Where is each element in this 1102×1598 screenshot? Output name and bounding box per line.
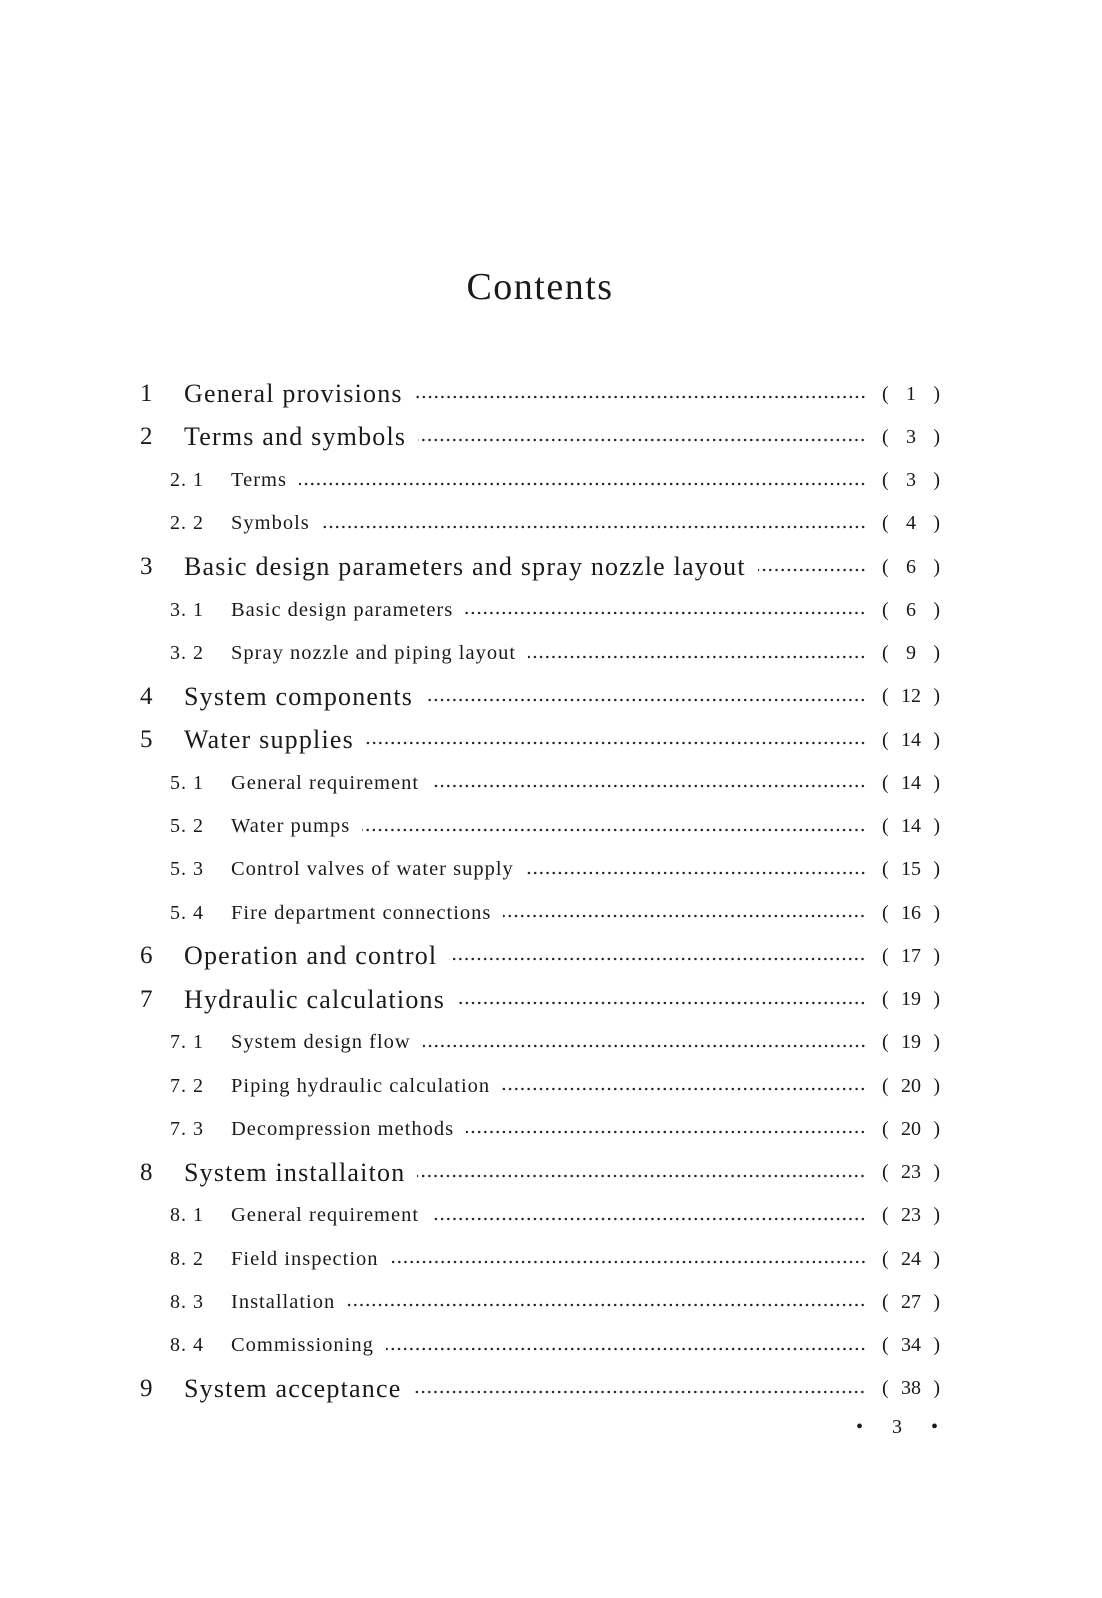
page-value: 6 — [906, 598, 916, 621]
toc-entry[interactable] — [140, 1369, 940, 1409]
section-number: 9 — [140, 1374, 153, 1402]
section-title: General provisions — [184, 379, 403, 408]
toc-entry[interactable] — [170, 1066, 940, 1106]
toc-entry[interactable] — [170, 1196, 940, 1236]
page-value: 20 — [901, 1117, 921, 1140]
section-title: Decompression methods — [231, 1117, 455, 1140]
section-title: Symbols — [231, 512, 310, 535]
leader-dots — [466, 1130, 866, 1134]
page-reference: ( 12 ) — [882, 685, 940, 708]
leader-dots — [322, 525, 866, 529]
page-value: 12 — [901, 685, 921, 708]
leader-dots — [423, 1044, 866, 1048]
section-number: 3 — [140, 553, 153, 580]
section-number: 1 — [140, 380, 153, 407]
page-reference: ( 14 ) — [882, 815, 940, 837]
section-number: 5. 2 — [170, 815, 204, 837]
section-number: 5. 3 — [170, 858, 204, 881]
section-number: 4 — [140, 682, 153, 710]
page-reference: ( 6 ) — [882, 555, 940, 578]
section-title: Piping hydraulic calculation — [231, 1074, 491, 1097]
page-reference: ( 15 ) — [882, 858, 940, 881]
section-number: 2 — [140, 423, 153, 451]
page-reference: ( 14 ) — [882, 771, 940, 794]
section-number: 3. 1 — [170, 598, 204, 621]
page-value: 14 — [901, 728, 921, 751]
page-reference: ( 20 ) — [882, 1117, 940, 1140]
section-number: 2. 2 — [170, 512, 204, 535]
toc-entry[interactable] — [170, 634, 940, 674]
leader-dots — [418, 438, 866, 442]
section-number: 7. 2 — [170, 1074, 204, 1097]
page-value: 16 — [901, 901, 921, 924]
leader-dots — [299, 482, 866, 486]
section-number: 6 — [140, 942, 153, 970]
page-reference: ( 1 ) — [882, 382, 940, 405]
section-title: Field inspection — [231, 1247, 379, 1270]
leader-dots — [449, 957, 866, 961]
page-reference: ( 4 ) — [882, 512, 940, 535]
toc-entry[interactable] — [140, 980, 940, 1020]
leader-dots — [431, 784, 866, 788]
toc-entry[interactable] — [140, 720, 940, 760]
section-number: 7. 3 — [170, 1117, 204, 1140]
page-reference: ( 3 ) — [882, 469, 940, 491]
section-title: Spray nozzle and piping layout — [231, 642, 517, 664]
page-reference: ( 38 ) — [882, 1377, 940, 1400]
page-number: • 3 • — [856, 1416, 951, 1438]
page-reference: ( 19 ) — [882, 1031, 940, 1054]
toc-entry[interactable] — [170, 590, 940, 630]
section-number: 5. 4 — [170, 901, 204, 924]
leader-dots — [362, 828, 866, 832]
section-title: System design flow — [231, 1031, 411, 1054]
page-reference: ( 17 ) — [882, 944, 940, 967]
toc-entry[interactable] — [140, 936, 940, 976]
page-reference: ( 19 ) — [882, 988, 940, 1010]
toc-entry[interactable] — [170, 807, 940, 847]
page-value: 20 — [901, 1074, 921, 1097]
section-title: System installaiton — [184, 1157, 406, 1187]
toc-entry[interactable] — [170, 504, 940, 544]
page-reference: ( 23 ) — [882, 1204, 940, 1227]
page-value: 6 — [906, 555, 916, 578]
page-value: 1 — [906, 382, 916, 405]
leader-dots — [425, 698, 866, 702]
leader-dots — [526, 871, 866, 875]
toc-entry[interactable] — [140, 417, 940, 457]
section-title: Water pumps — [231, 815, 351, 837]
page-value: 38 — [901, 1377, 921, 1400]
section-title: General requirement — [231, 1204, 420, 1227]
page-value: 23 — [901, 1204, 921, 1227]
leader-dots — [366, 741, 866, 745]
section-title: Control valves of water supply — [231, 858, 514, 881]
section-number: 2. 1 — [170, 469, 204, 491]
page-reference: ( 3 ) — [882, 425, 940, 448]
page-value: 14 — [901, 771, 921, 794]
section-title: System components — [184, 681, 414, 711]
page-reference: ( 27 ) — [882, 1290, 940, 1313]
toc-entry[interactable] — [140, 1153, 940, 1193]
leader-dots — [465, 611, 866, 615]
page-value: 15 — [901, 858, 921, 881]
section-number: 8. 4 — [170, 1334, 204, 1356]
leader-dots — [347, 1303, 866, 1307]
section-title: General requirement — [231, 771, 420, 794]
section-number: 7 — [140, 985, 153, 1013]
section-title: Installation — [231, 1290, 336, 1313]
page-value: 14 — [901, 815, 921, 837]
toc-entry[interactable] — [140, 677, 940, 717]
section-title: Water supplies — [184, 725, 354, 754]
section-title: Operation and control — [184, 941, 438, 971]
section-number: 5. 1 — [170, 771, 204, 794]
page-reference: ( 20 ) — [882, 1074, 940, 1097]
page-reference: ( 34 ) — [882, 1334, 940, 1356]
section-title: Commissioning — [231, 1334, 374, 1356]
toc-entry[interactable] — [170, 850, 940, 890]
leader-dots — [431, 1217, 866, 1221]
section-number: 3. 2 — [170, 642, 204, 664]
toc-entry[interactable] — [170, 1239, 940, 1279]
leader-dots — [528, 655, 866, 659]
section-title: Fire department connections — [231, 901, 492, 924]
toc-entry[interactable] — [140, 547, 940, 587]
page-value: 9 — [906, 642, 916, 664]
section-number: 8. 2 — [170, 1247, 204, 1270]
leader-dots — [502, 1087, 866, 1091]
page-reference: ( 6 ) — [882, 598, 940, 621]
toc-entry[interactable] — [170, 1326, 940, 1366]
page-value: 27 — [901, 1290, 921, 1313]
section-title: Terms and symbols — [184, 422, 407, 452]
leader-dots — [758, 568, 866, 572]
page-value: 17 — [901, 944, 921, 967]
leader-dots — [413, 1390, 866, 1394]
page-reference: ( 24 ) — [882, 1247, 940, 1270]
page-value: 3 — [906, 425, 916, 448]
page-value: 23 — [901, 1161, 921, 1183]
page-value: 4 — [906, 512, 916, 535]
section-title: Terms — [231, 469, 287, 491]
section-title: Basic design parameters — [231, 598, 454, 621]
leader-dots — [386, 1347, 866, 1351]
page-title: Contents — [466, 266, 614, 309]
page-reference: ( 14 ) — [882, 728, 940, 751]
leader-dots — [417, 1174, 866, 1178]
page-value: 24 — [901, 1247, 921, 1270]
toc-entry[interactable] — [170, 461, 940, 501]
page-reference: ( 16 ) — [882, 901, 940, 924]
leader-dots — [415, 395, 866, 399]
toc-entry[interactable] — [170, 1109, 940, 1149]
page-value: 19 — [901, 988, 921, 1010]
leader-dots — [391, 1260, 866, 1264]
toc-entry[interactable] — [170, 763, 940, 803]
page-reference: ( 9 ) — [882, 642, 940, 664]
leader-dots — [503, 914, 866, 918]
section-title: System acceptance — [184, 1373, 402, 1403]
section-number: 8. 1 — [170, 1204, 204, 1227]
toc-entry[interactable] — [140, 374, 940, 414]
leader-dots — [457, 1001, 866, 1005]
page-value: 34 — [901, 1334, 921, 1356]
toc-entry[interactable] — [170, 1282, 940, 1322]
page-reference: ( 23 ) — [882, 1161, 940, 1183]
section-title: Basic design parameters and spray nozzle layout — [184, 552, 746, 581]
section-title: Hydraulic calculations — [184, 984, 446, 1014]
toc-entry[interactable] — [170, 1023, 940, 1063]
section-number: 8 — [140, 1158, 153, 1186]
toc-entry[interactable] — [170, 893, 940, 933]
section-number: 8. 3 — [170, 1290, 204, 1313]
page-value: 3 — [906, 469, 916, 491]
page-value: 19 — [901, 1031, 921, 1054]
section-number: 5 — [140, 726, 153, 753]
section-number: 7. 1 — [170, 1031, 204, 1054]
